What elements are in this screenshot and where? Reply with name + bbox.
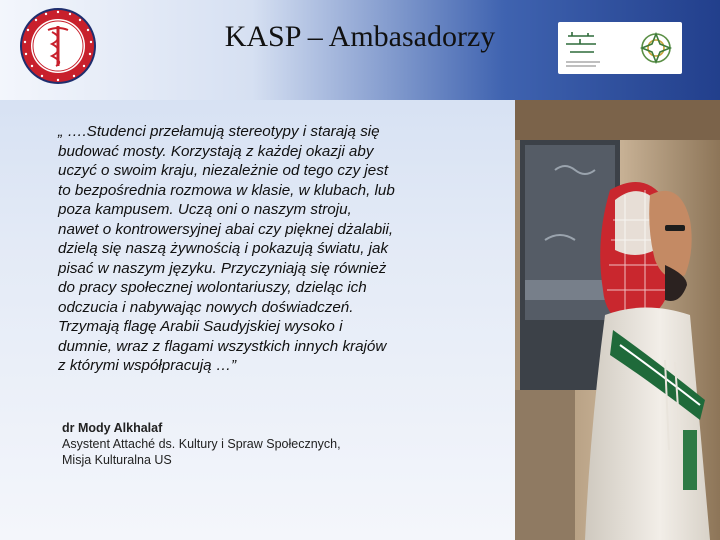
quote-line: odczucia i nabywając nowych doświadczeń. <box>58 298 354 316</box>
university-seal-icon <box>18 6 98 86</box>
quote-text <box>58 122 478 376</box>
author-organization: Misja Kulturalna US <box>62 453 172 467</box>
photo-man-in-traditional-dress-icon <box>515 100 720 540</box>
quote-line: dumnie, wraz z flagami wszystkich innych krajów <box>58 337 387 355</box>
quote-line: „ ….Studenci przełamują stereotypy i starają się <box>58 123 380 140</box>
quote-line: uczyć o swoim kraju, niezależnie od tego czy jest <box>58 162 389 179</box>
quote-line: to bezpośrednia rozmowa w klasie, w klubach, lub <box>58 181 395 199</box>
quote-attribution <box>62 420 442 468</box>
quote-line: pisać w naszym języku. Przyczyniają się również <box>58 259 387 277</box>
quote-line: budować mosty. Korzystają z każdej okazji aby <box>58 142 374 160</box>
author-role: Asystent Attaché ds. Kultury i Spraw Społecznych, <box>62 437 341 451</box>
author-name: dr Mody Alkhalaf <box>62 421 163 435</box>
slide-title: KASP – Ambasadorzy <box>224 20 496 53</box>
quote-line: Trzymają flagę Arabii Saudyjskiej wysoko i <box>58 318 343 335</box>
quote-line: do pracy społecznej wolontariuszy, dzieląc ich <box>58 279 367 296</box>
quote-line: nawet o kontrowersyjnej abai czy pięknej dżalabii, <box>58 220 394 238</box>
ministry-of-education-logo-icon <box>558 22 682 74</box>
quote-line: poza kampusem. Uczą oni o naszym stroju, <box>58 201 352 218</box>
quote-line: z którymi współpracują …” <box>58 357 237 374</box>
quote-line: dzielą się naszą żywnością i pokazują światu, jak <box>58 240 389 257</box>
